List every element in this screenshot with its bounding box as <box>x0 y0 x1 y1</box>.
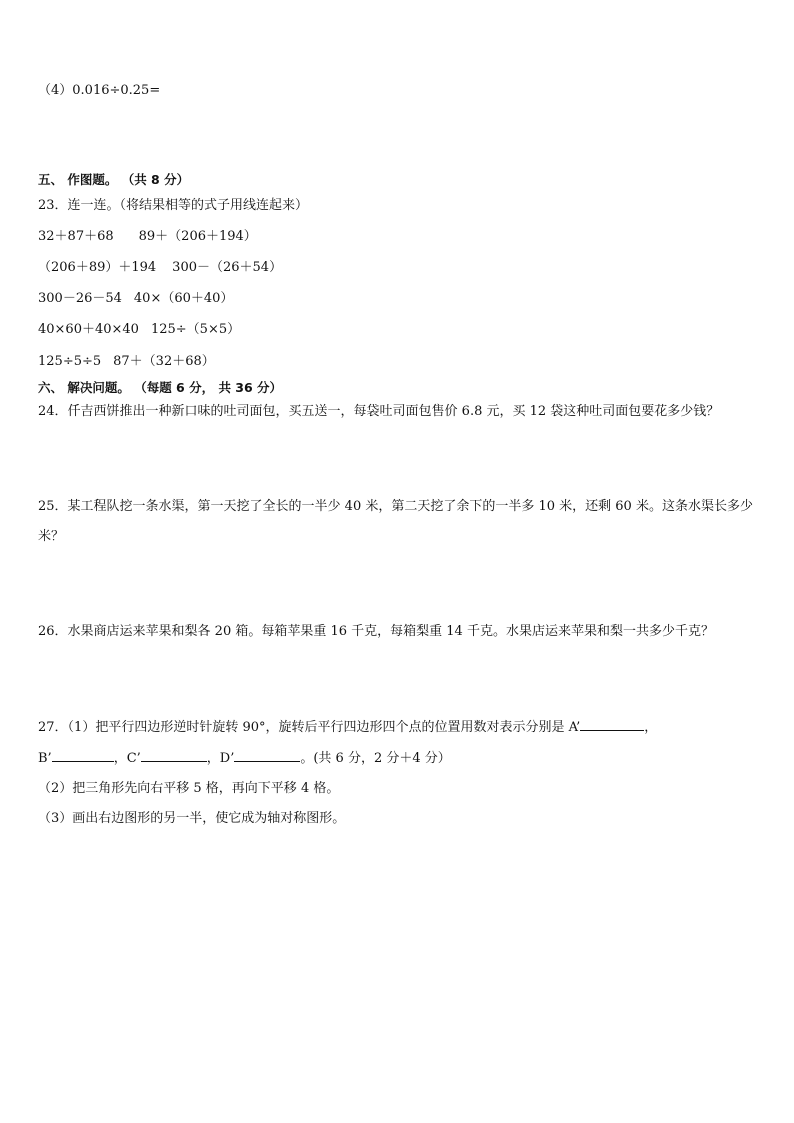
question-27-part-1-continued <box>38 749 451 768</box>
question-24: 24．仟吉西饼推出一种新口味的吐司面包，买五送一，每袋吐司面包售价 6.8 元，买 12 袋这种吐司面包要花多少钱？ <box>38 404 720 419</box>
match-right-expression: 40×（60＋40） <box>133 291 234 306</box>
label-d: ，D’ <box>206 751 235 766</box>
section-5-heading: 五、 作图题。 （共 8 分） <box>38 172 190 187</box>
match-left-expression: 32＋87＋68 <box>38 229 114 244</box>
match-row-5 <box>38 353 215 371</box>
label-b: B’ <box>38 751 52 766</box>
match-left-expression: （206＋89）＋194 <box>38 260 157 275</box>
label-c: ，C’ <box>113 751 141 766</box>
match-left-expression: 40×60＋40×40 <box>38 322 139 337</box>
question-25: 25．某工程队挖一条水渠，第一天挖了全长的一半少 40 米，第二天挖了余下的一半多 10 米，还剩 60 米。这条水渠长多少米？ <box>38 499 753 544</box>
question-23-prompt: 23．连一连。（将结果相等的式子用线连起来） <box>38 198 309 213</box>
match-right-expression: 300－（26＋54） <box>172 260 283 275</box>
question-27-part-1-text: 27．（1）把平行四边形逆时针旋转 90°，旋转后平行四边形四个点的位置用数对表示分别是 A’ <box>38 720 581 735</box>
match-row-1 <box>38 228 257 246</box>
answer-blank-b[interactable] <box>52 749 114 762</box>
calc-item-4: （4）0.016÷0.25= <box>38 83 161 98</box>
match-right-expression: 125÷（5×5） <box>150 322 241 337</box>
match-right-expression: 87＋（32＋68） <box>113 354 215 369</box>
match-row-2 <box>38 259 282 277</box>
score-note: 。(共 6 分，2 分＋4 分） <box>300 751 451 766</box>
answer-blank-d[interactable] <box>234 749 300 762</box>
question-27-part-2: （2）把三角形先向右平移 5 格，再向下平移 4 格。 <box>38 781 340 796</box>
match-left-expression: 300－26－54 <box>38 291 122 306</box>
match-left-expression: 125÷5÷5 <box>38 354 102 369</box>
answer-blank-c[interactable] <box>141 749 207 762</box>
match-row-3 <box>38 290 233 308</box>
question-27-part-1 <box>38 718 657 737</box>
match-row-4 <box>38 321 240 339</box>
match-right-expression: 89＋（206＋194） <box>138 229 257 244</box>
question-26: 26．水果商店运来苹果和梨各 20 箱。每箱苹果重 16 千克，每箱梨重 14 千克。水果店运来苹果和梨一共多少千克？ <box>38 624 714 639</box>
comma: ， <box>644 720 658 735</box>
question-27-part-3: （3）画出右边图形的另一半，使它成为轴对称图形。 <box>38 811 346 826</box>
section-6-heading: 六、 解决问题。 （每题 6 分， 共 36 分） <box>38 380 283 395</box>
answer-blank-a[interactable] <box>580 718 644 731</box>
